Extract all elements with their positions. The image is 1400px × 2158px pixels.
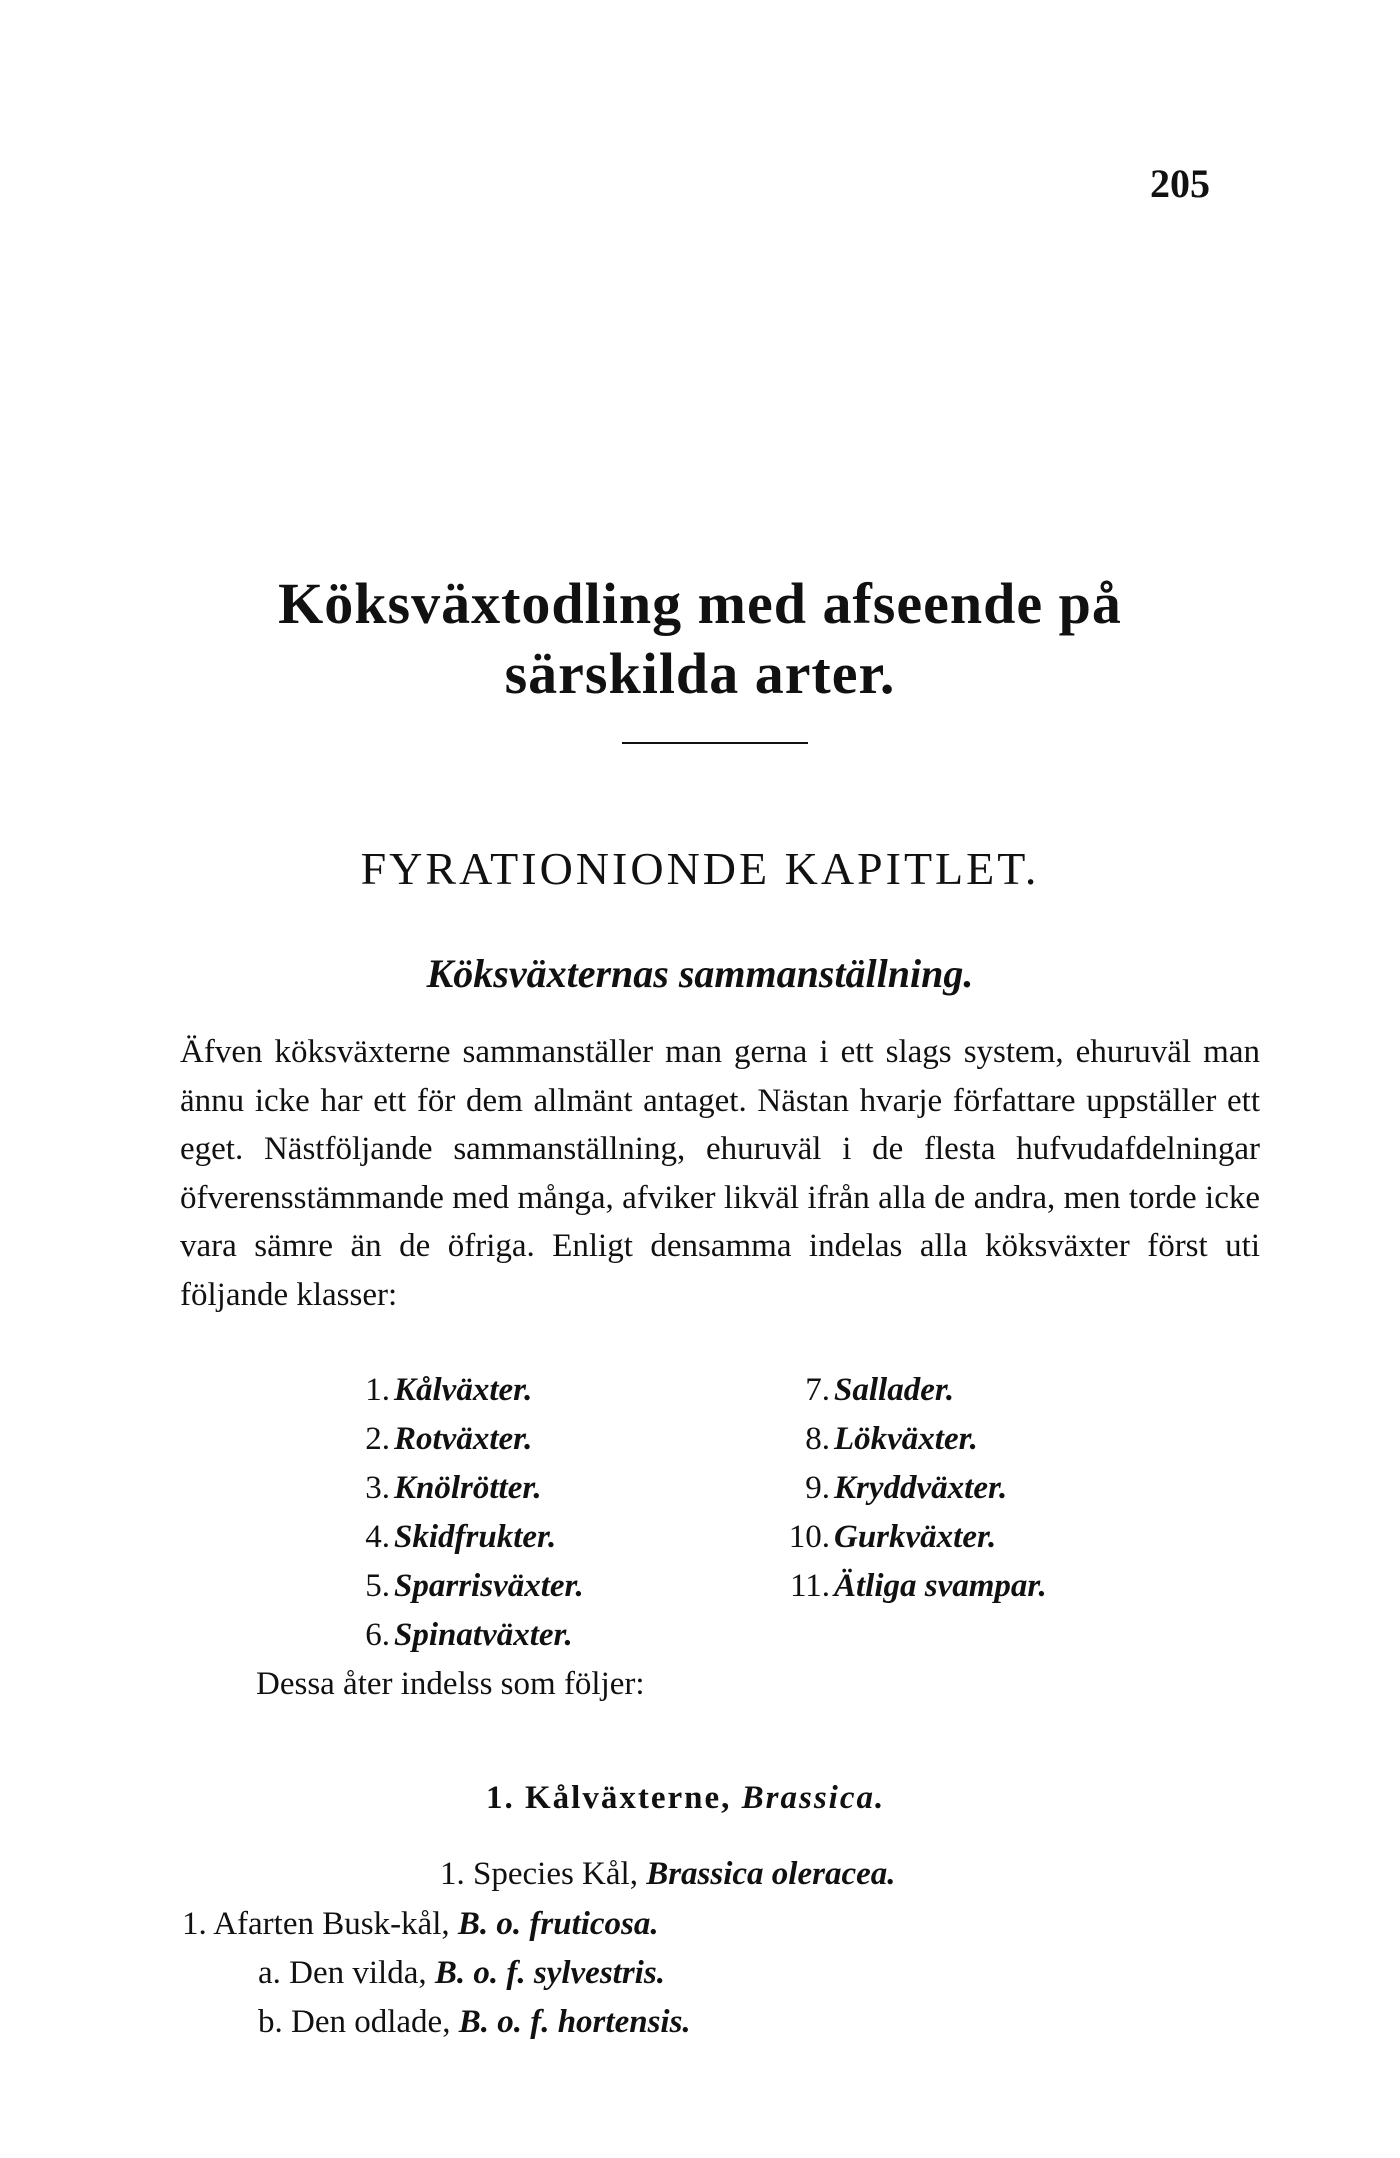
list-item: 3. Knölrötter. xyxy=(365,1470,542,1506)
page-number: 205 xyxy=(1150,161,1210,206)
list-item: 6. Spinatväxter. xyxy=(365,1617,573,1653)
list-item: 8. Lökväxter. xyxy=(805,1421,978,1457)
subvariety-a-line: a. Den vilda, B. o. f. sylvestris. xyxy=(258,1955,665,1991)
divider-rule xyxy=(622,742,808,744)
after-list-text: Dessa åter indelss som följer: xyxy=(256,1666,645,1702)
section-heading-kalvaxterne: 1. Kålväxterne, Brassica. xyxy=(486,1780,886,1816)
list-item: 5. Sparrisväxter. xyxy=(365,1568,584,1604)
list-item: 11. Ätliga svampar. xyxy=(789,1568,1047,1604)
list-item: 10. Gurkväxter. xyxy=(788,1519,997,1555)
species-line: 1. Species Kål, Brassica oleracea. xyxy=(440,1856,896,1892)
list-item: 7. Sallader. xyxy=(805,1372,955,1408)
page-title-line-2: särskilda arter. xyxy=(504,641,896,706)
variety-line: 1. Afarten Busk-kål, B. o. fruticosa. xyxy=(182,1906,659,1942)
list-item: 4. Skidfrukter. xyxy=(365,1519,557,1555)
list-item: 1. Kålväxter. xyxy=(365,1372,533,1408)
chapter-heading: FYRATIONIONDE KAPITLET. xyxy=(360,843,1040,894)
list-item: 2. Rotväxter. xyxy=(365,1421,533,1457)
section-subheading: Köksväxternas sammanställning. xyxy=(426,951,974,996)
subvariety-b-line: b. Den odlade, B. o. f. hortensis. xyxy=(258,2004,691,2040)
list-item: 9. Kryddväxter. xyxy=(805,1470,1008,1506)
page-title-line-1: Köksväxtodling med afseende på xyxy=(278,571,1122,636)
intro-paragraph: Äfven köksväxterne sammanställer man gerna i ett slags system, ehuruväl man ännu icke har ett för dem allmänt antaget. Nästan hvarje författare uppställer ett eget. Nästföljande sammanställning, ehuruväl i de flesta hufvudafdelningar öfverensstämmande med många, afviker likväl ifrån alla de andra, men torde icke vara sämre än de öfriga. Enligt densamma indelas alla köksväxter först uti följande klasser: xyxy=(180,1034,1260,1313)
